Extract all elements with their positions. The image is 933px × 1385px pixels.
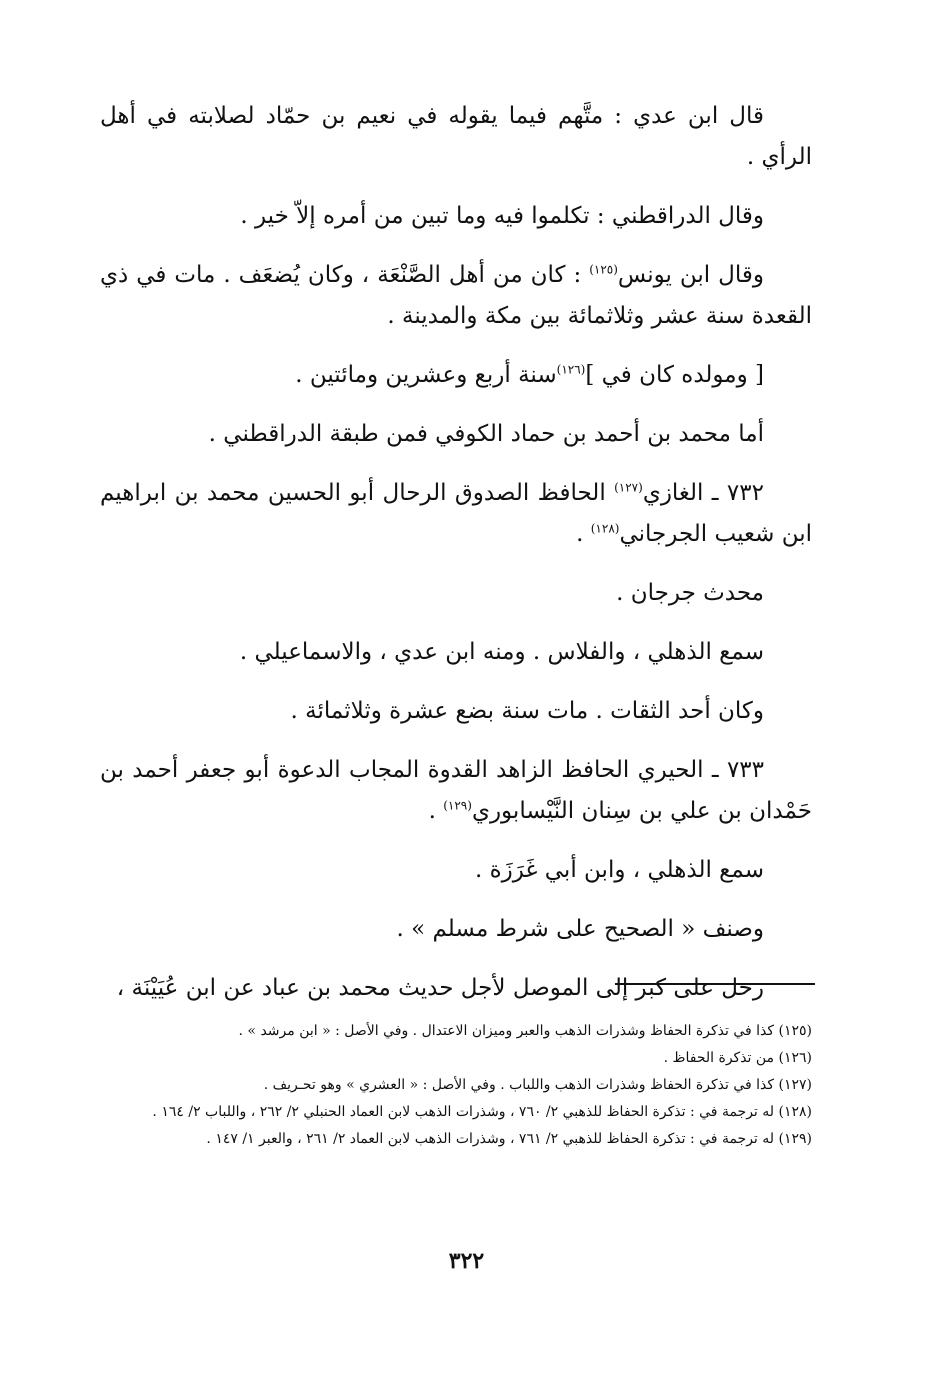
footnote-125: (١٢٥) كذا في تذكرة الحفاظ وشذرات الذهب والعبر وميزان الاعتدال . وفي الأصل : « ابن مرشد » . bbox=[238, 1023, 812, 1039]
footnote-128: (١٢٨) له ترجمة في : تذكرة الحفاظ للذهبي ٢/ ٧٦٠ ، وشذرات الذهب لابن العماد الحنبلي ٢/ ٢٦٢ ، واللباب ٢/ ١٦٤ . bbox=[152, 1104, 812, 1120]
footnote-129: (١٢٩) له ترجمة في : تذكرة الحفاظ للذهبي ٢/ ٧٦١ ، وشذرات الذهب لابن العماد ٢/ ٢٦١ ، والعبر ١/ ١٤٧ . bbox=[206, 1131, 812, 1147]
entry-733-heading: ٧٣٣ ـ الحيري الحافظ الزاهد القدوة المجاب الدعوة أبو جعفر أحمد بن حَمْدان بن علي بن سِنان النَّيْسابوري$^{(١٢٩)}$ . bbox=[100, 757, 812, 824]
paragraph-thiqat: وكان أحد الثقات . مات سنة بضع عشرة وثلاثمائة . bbox=[290, 698, 764, 724]
paragraph-sami-ibn-abi-gharaza: سمع الذهلي ، وابن أبي غَرَزَة . bbox=[474, 857, 764, 883]
footnote-ref-128: (١٢٨) bbox=[590, 521, 620, 536]
paragraph-birth: [ ومولده كان في ]$^{(١٢٦)}$سنة أربع وعشرين ومائتين . bbox=[295, 362, 764, 388]
paragraph-sami-dhuhli: سمع الذهلي ، والفلاس . ومنه ابن عدي ، والاسماعيلي . bbox=[239, 639, 764, 665]
entry-732-heading: ٧٣٢ ـ الغازي$^{(١٢٧)}$ الحافظ الصدوق الرحال أبو الحسين محمد بن ابراهيم ابن شعيب الجرجاني$^{(١٢٨)}$ . bbox=[100, 480, 812, 547]
paragraph-ibn-adi: قال ابن عدي : متَّهم فيما يقوله في نعيم بن حمّاد لصلابته في أهل الرأي . bbox=[100, 103, 812, 170]
paragraph-ibn-hammad: أما محمد بن أحمد بن حماد الكوفي فمن طبقة الدراقطني . bbox=[208, 421, 764, 447]
footnote-127: (١٢٧) كذا في تذكرة الحفاظ وشذرات الذهب واللباب . وفي الأصل : « العشري » وهو تحـريف . bbox=[263, 1077, 812, 1093]
footnote-ref-125: (١٢٥) bbox=[589, 262, 618, 277]
paragraph-ibn-yunus: وقال ابن يونس$^{(١٢٥)}$ : كان من أهل الصَّنْعَة ، وكان يُضعَف . مات في ذي القعدة سنة عشر وثلاثمائة بين مكة والمدينة . bbox=[100, 262, 812, 329]
paragraph-daraqutni: وقال الدراقطني : تكلموا فيه وما تبين من أمره إلاّ خير . bbox=[240, 203, 764, 229]
footnote-divider bbox=[615, 983, 815, 985]
footnotes bbox=[100, 1018, 812, 1153]
paragraph-sahih: وصنف « الصحيح على شرط مسلم » . bbox=[396, 916, 764, 942]
footnote-ref-127: (١٢٧) bbox=[614, 480, 643, 495]
footnote-ref-126: (١٢٦) bbox=[556, 362, 586, 377]
paragraph-muhaddith-jurjan: محدث جرجان . bbox=[616, 580, 764, 606]
footnote-126: (١٢٦) من تذكرة الحفاظ . bbox=[663, 1050, 812, 1066]
paragraph-rihla: رحل على كبر إلى الموصل لأجل حديث محمد بن عباد عن ابن عُيَيْنَة ، bbox=[116, 975, 764, 1001]
main-text bbox=[100, 96, 812, 1027]
page-number: ٣٢٢ bbox=[448, 1248, 485, 1274]
footnote-ref-129: (١٢٩) bbox=[443, 798, 472, 813]
